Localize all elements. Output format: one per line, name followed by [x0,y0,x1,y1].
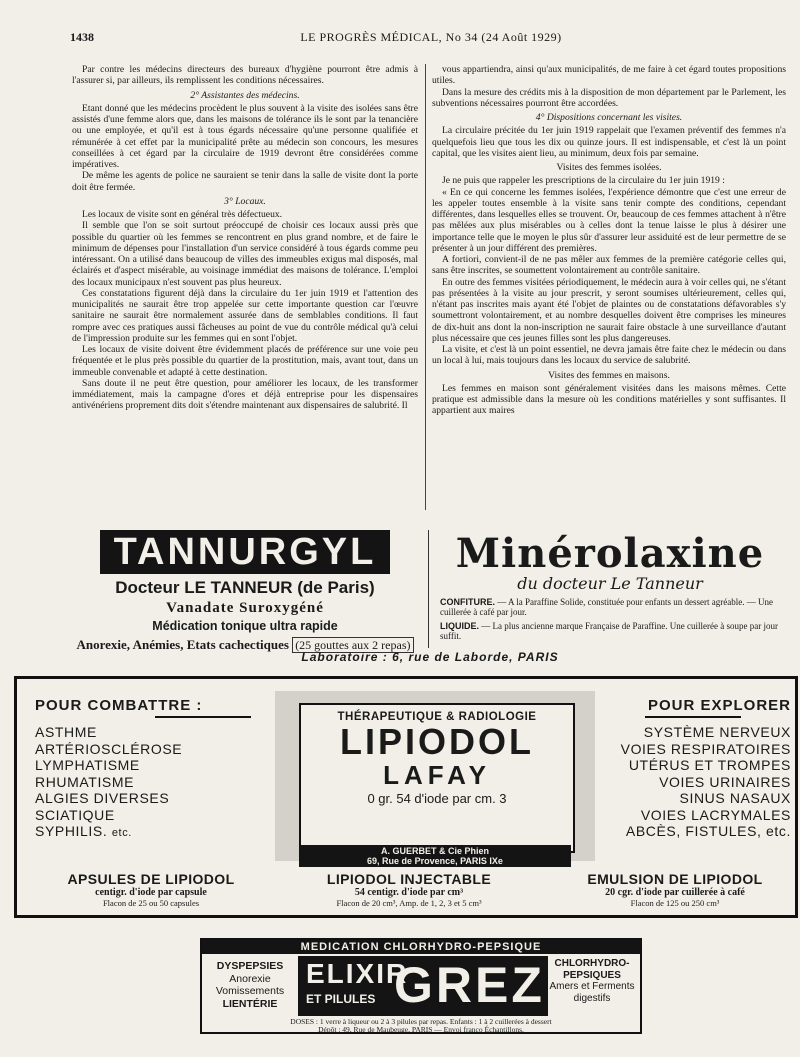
explore-item-label: VOIES LACRYMALES [640,806,791,823]
tannurgyl-indications: Anorexie, Anémies, Etats cachectiques [76,637,289,652]
lipiodol-brand: LIPIODOL [340,721,534,762]
article-left-column [72,64,418,510]
column-divider [425,64,426,510]
combat-item [35,757,275,774]
grez-right-1: CHLORHYDRO-PEPSIQUES [554,958,630,981]
combat-heading: POUR COMBATTRE : [35,697,203,714]
product-3-dose: 20 cgr. d'iode par cuillerée à café [605,887,745,898]
combat-etc: etc. [111,827,132,839]
section-heading: 4° Dispositions concernant les visites. [535,112,683,123]
liquide-label: LIQUIDE. [440,621,480,631]
grez-left-2: Anorexie [229,972,271,985]
combat-item-label: RHUMATISME [35,773,135,790]
combat-item-label: SCIATIQUE [35,806,115,823]
confiture-label: CONFITURE. [440,597,495,607]
combat-item [35,823,275,842]
product-capsules [31,871,271,908]
ad-minerolaxine [440,526,780,666]
explore-item-label: SINUS NASAUX [679,790,791,806]
explore-item-label: VOIES RESPIRATOIRES [620,740,791,757]
explore-heading-rule [645,716,741,718]
grez-left-3: Vomissements [215,985,285,997]
combat-item [35,790,275,807]
lipiodol-lafay: LAFAY [383,760,491,790]
section-heading: 2° Assistantes des médecins. [190,89,300,101]
explore-item-label: SYSTÈME NERVEUX [643,724,791,740]
product-1-form: Flacon de 25 ou 50 capsules [102,898,200,908]
tannurgyl-doctor: Docteur LE TANNEUR (de Paris) [115,578,375,597]
journal-title: LE PROGRÈS MÉDICAL, No 34 (24 Août 1929) [300,30,562,44]
lipiodol-therapeutique: THÉRAPEUTIQUE & RADIOLOGIE [337,711,537,723]
page-number: 1438 [70,30,94,44]
combat-item-label: ARTÉRIOSCLÉROSE [35,740,183,757]
grez-brand: GREZ [394,957,545,1013]
tannurgyl-tagline: Médication tonique ultra rapide [152,619,338,633]
paragraph: Etant donné que les médecins procèdent le plus souvent à la visite des isolées sans être assistés d'une femme alors que, dans les maisons de tolérance ils le sont par la tenancière ou une employée, et qu'il est à tous égards nécessaire qu'une personne qualifiée et rémunérée à cet effet par la municipalité prête au médecin son concours, les mesures conseillées à cet égard par la circulaire de 1919 devront être considérées comme impératives. [72,102,418,170]
lipiodol-maker-band [299,845,571,867]
section-heading: Visites des femmes isolées. [556,162,662,173]
combat-heading-rule [155,716,251,718]
product-emulsion [557,871,793,908]
paragraph: Les locaux de visite doivent être évidemment placés de préférence sur une voie peu fréquentée et le plus près possible du quartier de la prostitution, mais, avant tout, dans un immeuble convenable et adapté à cette destination. [72,344,418,378]
paragraph: Les femmes en maison sont généralement visitées dans les maisons mêmes. Cette pratique est admissible dans la mesure où les conditions matérielles y sont suffisantes. Il appartient aux maires [432,382,786,417]
page-header [70,30,792,46]
paragraph: A fortiori, convient-il de ne pas mêler aux femmes de la première catégorie celles qui, sans être inscrites, se soumettent volontairement au contrôle sanitaire. [432,254,786,277]
minerolaxine-confiture [440,597,780,617]
product-2-name: LIPIODOL INJECTABLE [326,871,492,887]
grez-et-pilules: ET PILULES [306,992,376,1006]
grez-band: MEDICATION CHLORHYDRO-PEPSIQUE [202,940,640,954]
tannurgyl-product: Vanadate Suroxygéné [166,600,324,616]
grez-right-indications [548,958,636,1004]
grez-left-indications [206,960,294,1010]
grez-left-1: DYSPEPSIES [216,960,284,972]
liquide-text: — La plus ancienne marque Française de Paraffine. Une cuillerée à soupe par jour suffit. [440,621,778,641]
paragraph: Les locaux de visite sont en général très défectueux. [82,209,283,220]
product-3-form: Flacon de 125 ou 250 cm³ [630,898,720,908]
tannurgyl-dosage: (25 gouttes aux 2 repas) [292,637,413,653]
grez-doses: DOSES : 1 verre à liqueur ou 2 à 3 pilules par repas. Enfants : 1 à 2 cuillerées à dessert [290,1017,552,1026]
laboratoire-address: Laboratoire : 6, rue de Laborde, PARIS [301,650,559,664]
explore-item [605,724,791,741]
minerolaxine-brand: Minérolaxine [455,530,765,577]
paragraph: Sans doute il ne peut être question, pour améliorer les locaux, de les transformer immédiatement, mais la campagne d'ores et déjà entreprise pour les dispensaires antivénériens proprement dits doit s'étendre maintenant aux dispensaires de salubrité. Il [72,377,418,412]
minerolaxine-doctor: du docteur Le Tanneur [517,574,703,593]
grez-elixir: ELIXIR [306,958,409,989]
paragraph: Par contre les médecins directeurs des bureaux d'hygiène pourront être admis à l'assurer si, par ailleurs, ils remplissent les conditions nécessaires. [72,64,418,87]
combat-item-label: ASTHME [35,724,97,740]
grez-depot: Dépôt : 49, Rue de Maubeuge, PARIS — Envoi franco Échantillons. [318,1025,524,1034]
explore-item [605,790,791,807]
lipiodol-address: 69, Rue de Provence, PARIS IXe [367,856,503,866]
explore-item [605,741,791,758]
explore-heading: POUR EXPLORER [647,697,791,714]
paragraph: La circulaire précitée du 1er juin 1919 rappelait que l'examen préventif des femmes n'a quelquefois lieu que tous les dix ou quinze jours. Il est indispensable, et c'est là un point capital, que les visites aient lieu, au minimum, deux fois par semaine. [432,125,786,159]
section-heading: Visites des femmes en maisons. [548,369,670,381]
product-injectable [289,871,529,908]
grez-doses-block [206,1018,636,1034]
lipiodol-label-frame [275,691,595,866]
confiture-text: — A la Paraffine Solide, constituée pour enfants un dessert agréable. — Une cuillerée à café par jour. [440,597,774,617]
product-1-dose: centigr. d'iode par capsule [95,887,207,898]
product-3-name: EMULSION DE LIPIODOL [587,871,763,887]
ad-divider [428,530,429,648]
lipiodol-products [17,871,795,915]
combat-item-label: ALGIES DIVERSES [35,790,170,806]
explore-item [605,823,791,840]
combat-item [35,774,275,791]
paragraph: Ces constatations figurent déjà dans la circulaire du 1er juin 1919 et l'attention des municipalités ne saurait être trop appelée sur cette importante question car l'œuvre sanitaire ne saurait être normalement assurée dans de semblables conditions. Il faut rompre avec ces pratiques aussi fâcheuses au point de vue du contrôle médical qu'à celui de l'impression produite sur les femmes qui en sont l'objet. [72,287,418,344]
explore-item [605,757,791,774]
explore-item [605,807,791,824]
paragraph: En outre des femmes visitées périodiquement, le médecin aura à voir celles qui, ne s'étant pas présentées à la visite au jour prescrit, y seront soumises ultérieurement, celles qui, n'étant pas inscrites mais ayant été l'objet de plaintes ou de constatations défavorables s'y soumettront volontairement, et au nombre desquelles doivent être comprises les mineures de dix-huit ans dont la non-inscription ne saurait faire obstacle à une surveillance d'autant plus nécessaire que ces jeunes filles sont les plus dangereuses. [432,276,786,344]
paragraph: Il semble que l'on se soit surtout préoccupé de choisir ces locaux aussi près que possible du quartier où les femmes se rencontrent en plus grand nombre, et de faire le minimum de dépenses pour l'installation d'un service considéré à tous égards comme peu intéressant. On a utilisé dans beaucoup de villes des immeubles exigus mal disposés, mal éclairés et d'aspect misérable, au voisinage immédiat des maisons de tolérance. L'emploi des locaux municipaux n'est souvent pas plus heureux. [72,220,418,288]
lipiodol-dose: 0 gr. 54 d'iode par cm. 3 [367,791,507,806]
lipiodol-label [299,703,575,853]
paragraph: Je ne puis que rappeler les prescriptions de la circulaire du 1er juin 1919 : [442,175,725,187]
combat-item [35,807,275,824]
explore-item-label: VOIES URINAIRES [659,773,791,790]
product-1-name: APSULES DE LIPIODOL [67,871,235,887]
grez-left-4: LIENTÉRIE [222,997,278,1010]
ad-lipiodol [14,676,798,918]
paragraph: De même les agents de police ne sauraient se tenir dans la salle de visite dont la porte doit être fermée. [72,170,418,193]
explore-item-label: UTÉRUS ET TROMPES [628,757,791,773]
paragraph: vous appartiendra, ainsi qu'aux municipalités, de me faire à cet égard toutes propositions utiles. [432,64,786,87]
grez-right-2: Amers et Ferments digestifs [549,981,635,1004]
explore-item [605,774,791,791]
combat-item [35,724,275,741]
grez-logo [298,956,548,1016]
minerolaxine-liquide [440,621,780,641]
lipiodol-maker: A. GUERBET & Cie Phien [380,846,489,856]
ad-tannurgyl [70,526,420,666]
product-2-dose: 54 centigr. d'iode par cm³ [354,887,464,898]
paragraph: La visite, et c'est là un point essentiel, ne devra jamais être faite chez le médecin ou dans un local à lui, mais toujours dans les locaux du service de salubrité. [432,344,786,367]
combat-item-label: LYMPHATISME [35,757,140,773]
tannurgyl-brand: TANNURGYL [100,530,391,574]
section-heading: 3° Locaux. [224,195,266,207]
article-right-column [432,64,786,510]
paragraph: Dans la mesure des crédits mis à la disposition de mon département par le Parlement, les subventions nécessaires pourront être accordées. [432,86,786,109]
lipiodol-explore-column [605,697,791,840]
paragraph: « En ce qui concerne les femmes isolées, l'expérience démontre que c'est une erreur de les appeler toutes ensemble à la visite sans tenir compte des conditions, cependant différentes, dans lesquelles elles se trouvent. Or, beaucoup de ces femmes attachent à n'être pas mêlées aux plus misérables ou à celles dont la tenue laisse le plus à désirer une importance telle que le moyen le plus sûr d'assurer leur assiduité est de leur permettre de se présenter à un jour différent des premières. [432,186,786,254]
product-2-form: Flacon de 20 cm³, Amp. de 1, 2, 3 et 5 cm³ [336,898,482,908]
combat-item-label: SYPHILIS. [35,823,108,839]
combat-item [35,741,275,758]
lipiodol-combat-column [35,697,275,842]
ad-elixir-grez [200,938,642,1034]
explore-item-label: ABCÈS, FISTULES, etc. [625,823,791,839]
